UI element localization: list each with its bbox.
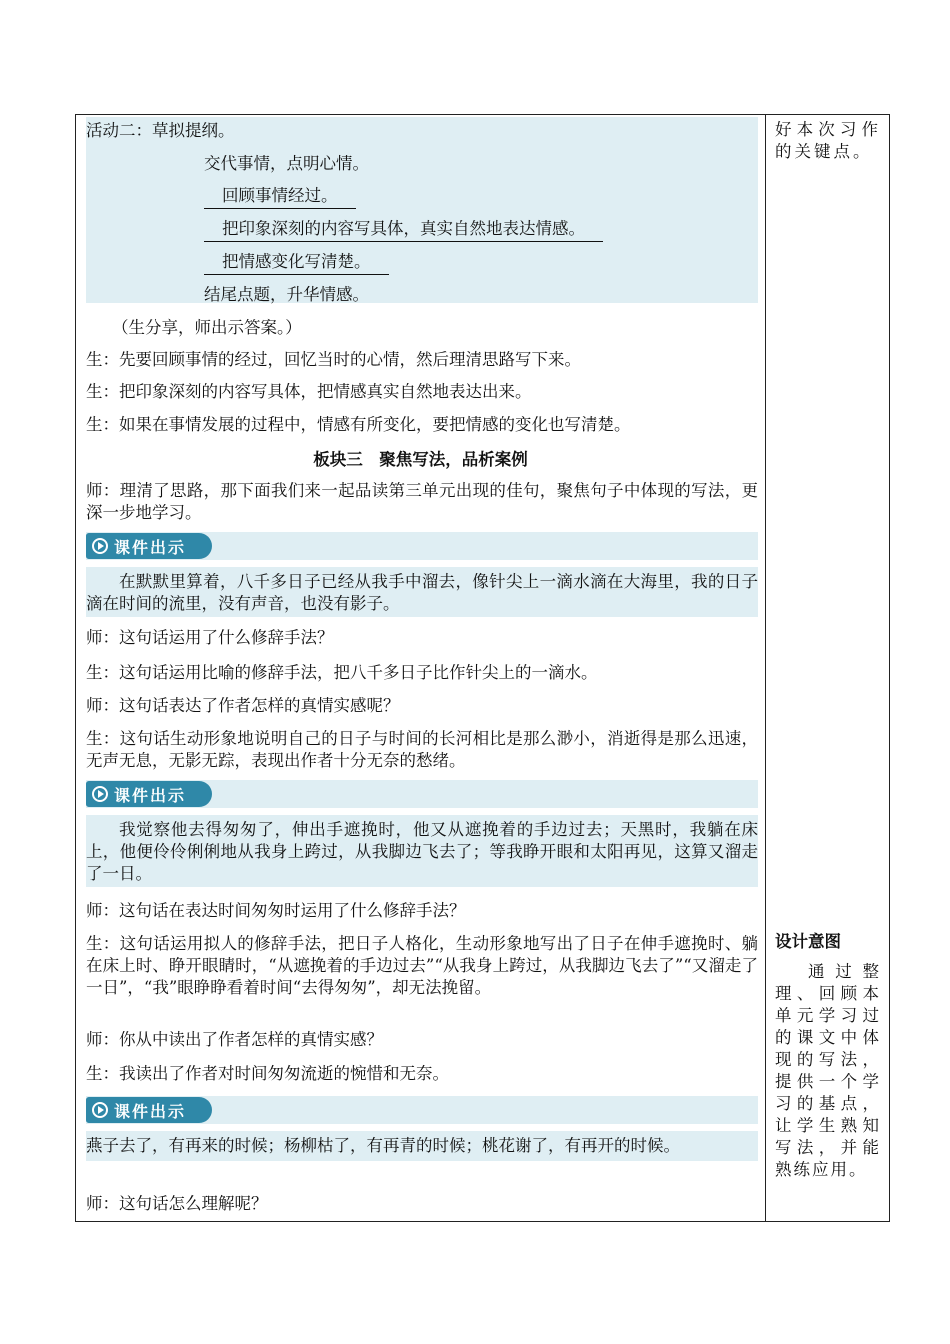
student-answer-2: 生：把印象深刻的内容写具体，把情感真实自然地表达出来。 (86, 382, 532, 401)
case1-line-4: 生：这句话生动形象地说明自己的日子与时间的长河相比是那么渺小，消逝得是那么迅速，无声无息，无影无踪，表现出作者十分无奈的愁绪。 (86, 729, 758, 770)
case2-line-3: 师：你从中读出了作者怎样的真情实感？ (86, 1030, 383, 1049)
case2-line-4: 生：我读出了作者对时间匆匆流逝的惋惜和无奈。 (86, 1064, 449, 1083)
section3-intro: 师：理清了思路，那下面我们来一起品读第三单元出现的佳句，聚焦句子中体现的写法，更深一步地学习。 (86, 481, 758, 522)
play-icon (92, 1102, 108, 1118)
design-intent-text: 通过整理、回顾本单元学习过的课文中体现的写法，提供一个学习的基点，让学生熟知写法，并能熟练应用。 (775, 962, 881, 1179)
lesson-table (75, 114, 890, 1222)
outline-item-2-text: 回顾事情经过。 (222, 186, 338, 205)
case1-line-3: 师：这句话表达了作者怎样的真情实感呢？ (86, 696, 400, 715)
courseware-badge (86, 781, 212, 807)
courseware-badge-label: 课件出示 (114, 537, 187, 557)
section3-heading: 板块三 聚焦写法，品析案例 (313, 450, 528, 469)
outline-item-3-text: 把印象深刻的内容写具体，真实自然地表达情感。 (222, 219, 585, 238)
main-column (76, 115, 765, 1221)
outline-item-5: 结尾点题，升华情感。 (204, 285, 369, 304)
student-answer-3: 生：如果在事情发展的过程中，情感有所变化，要把情感的变化也写清楚。 (86, 415, 631, 434)
case3-line-1: 师：这句话怎么理解呢？ (86, 1194, 268, 1213)
case1-quote: 在默默里算着，八千多日子已经从我手中溜去，像针尖上一滴水滴在大海里，我的日子滴在时间的流里，没有声音，也没有影子。 (86, 567, 758, 617)
design-intent-title: 设计意图 (775, 932, 841, 951)
outline-item-2 (204, 185, 356, 209)
outline-item-3 (204, 218, 603, 242)
side-column (766, 115, 889, 1221)
courseware-badge-label: 课件出示 (114, 1101, 187, 1121)
courseware-badge-label: 课件出示 (114, 785, 187, 805)
play-icon (92, 786, 108, 802)
case3-quote: 燕子去了，有再来的时候；杨柳枯了，有再青的时候；桃花谢了，有再开的时候。 (86, 1131, 758, 1161)
outline-item-1: 交代事情，点明心情。 (204, 154, 369, 173)
courseware-badge-strip (86, 532, 758, 560)
activity2-block (86, 117, 758, 303)
case2-line-2: 生：这句话运用拟人的修辞手法，把日子人格化，生动形象地写出了日子在伸手遮挽时、躺在床上时、睁开眼睛时，“从遮挽着的手边过去”“从我身上跨过，从我脚边飞去了”“又溜走了一日”，“我”眼睁睁看着时间“去得匆匆”，却无法挽留。 (86, 934, 758, 997)
courseware-badge (86, 533, 212, 559)
activity2-title: 活动二：草拟提纲。 (86, 121, 235, 140)
side-top-text: 好本次习作的关键点。 (775, 120, 881, 161)
case2-line-1: 师：这句话在表达时间匆匆时运用了什么修辞手法？ (86, 901, 466, 920)
case1-line-2: 生：这句话运用比喻的修辞手法，把八千多日子比作针尖上的一滴水。 (86, 663, 598, 682)
courseware-badge (86, 1097, 212, 1123)
student-answer-1: 生：先要回顾事情的经过，回忆当时的心情，然后理清思路写下来。 (86, 350, 581, 369)
share-note: （生分享，师出示答案。） (112, 318, 302, 337)
case1-line-1: 师：这句话运用了什么修辞手法？ (86, 628, 334, 647)
outline-item-4 (204, 251, 389, 275)
play-icon (92, 538, 108, 554)
courseware-badge-strip (86, 1096, 758, 1124)
courseware-badge-strip (86, 780, 758, 808)
outline-item-4-text: 把情感变化写清楚。 (222, 252, 371, 271)
case2-quote: 我觉察他去得匆匆了，伸出手遮挽时，他又从遮挽着的手边过去；天黑时，我躺在床上，他便伶伶俐俐地从我身上跨过，从我脚边飞去了；等我睁开眼和太阳再见，这算又溜走了一日。 (86, 815, 758, 887)
